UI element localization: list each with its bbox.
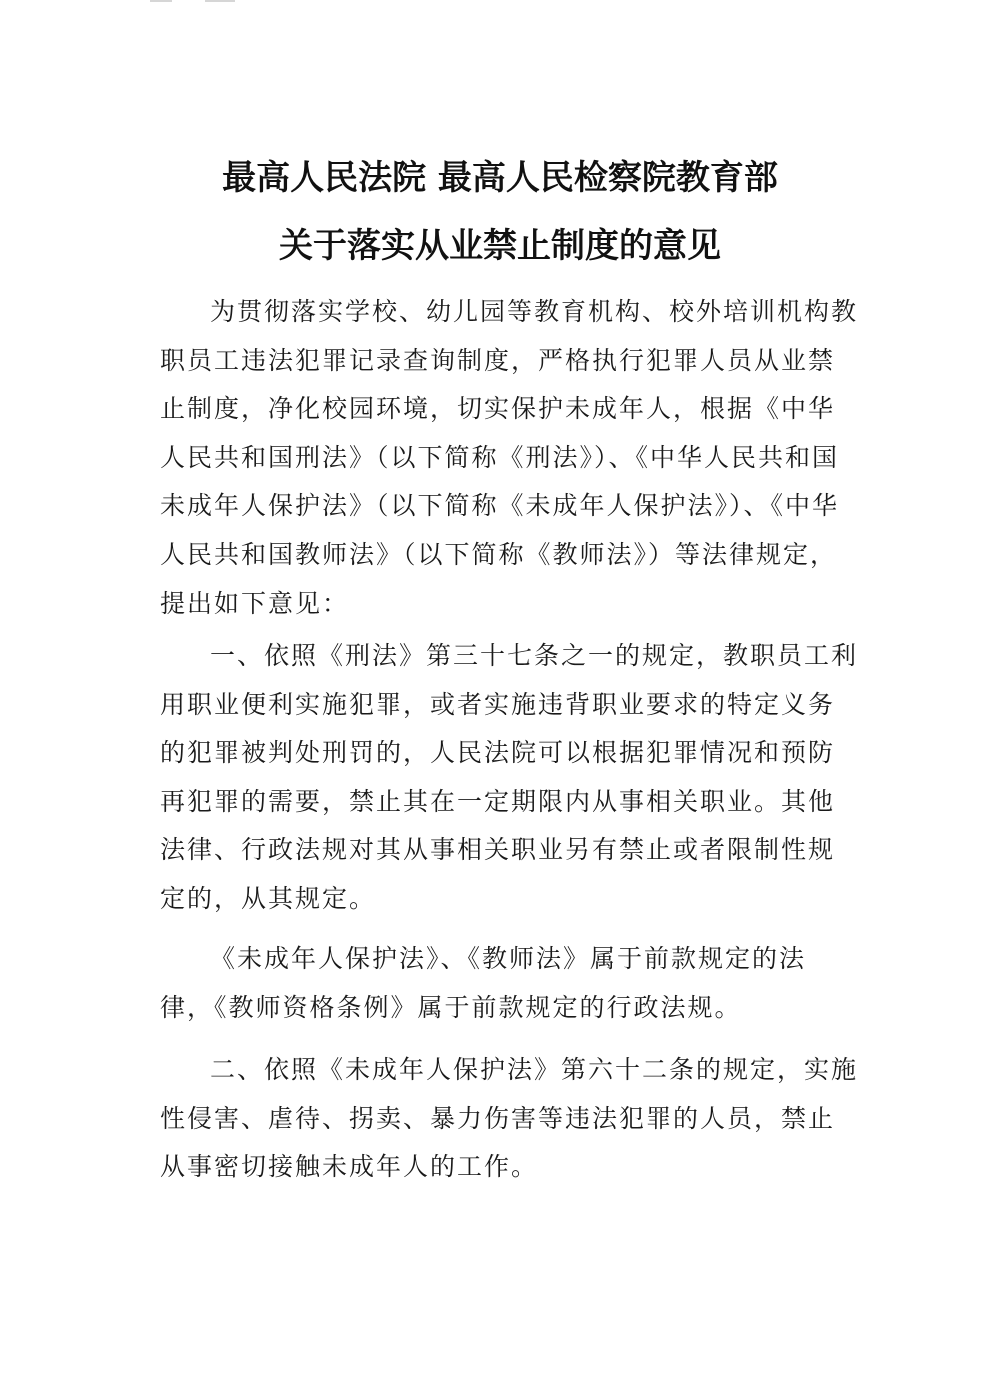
paragraph-article-1: 一、依照《刑法》第三十七条之一的规定，教职员工利用职业便利实施犯罪，或者实施违背职业要求的特定义务的犯罪被判处刑罚的，人民法院可以根据犯罪情况和预防再犯罪的需要，禁止其在一定期限内从事相关职业。其他法律、行政法规对其从事相关职业另有禁止或者限制性规定的，从其规定。 [160, 641, 859, 913]
paragraph-preamble: 为贯彻落实学校、幼儿园等教育机构、校外培训机构教职员工违法犯罪记录查询制度，严格执行犯罪人员从业禁止制度，净化校园环境，切实保护未成年人，根据《中华人民共和国刑法》（以下简称《刑法》）、《中华人民共和国未成年人保护法》（以下简称《未成年人保护法》）、《中华人民共和国教师法》（以下简称《教师法》）等法律规定，提出如下意见： [160, 297, 859, 618]
paragraph-article-2: 二、依照《未成年人保护法》第六十二条的规定，实施性侵害、虐待、拐卖、暴力伤害等违法犯罪的人员，禁止从事密切接触未成年人的工作。 [160, 1055, 859, 1182]
scan-edge-mark [205, 0, 235, 2]
scan-edge-mark [150, 0, 172, 2]
document-title-line-2: 关于落实从业禁止制度的意见 [279, 226, 721, 266]
document-title-line-1: 最高人民法院 最高人民检察院教育部 [222, 158, 778, 198]
paragraph-article-1-clause-2: 《未成年人保护法》、《教师法》属于前款规定的法律，《教师资格条例》属于前款规定的行政法规。 [160, 944, 807, 1022]
